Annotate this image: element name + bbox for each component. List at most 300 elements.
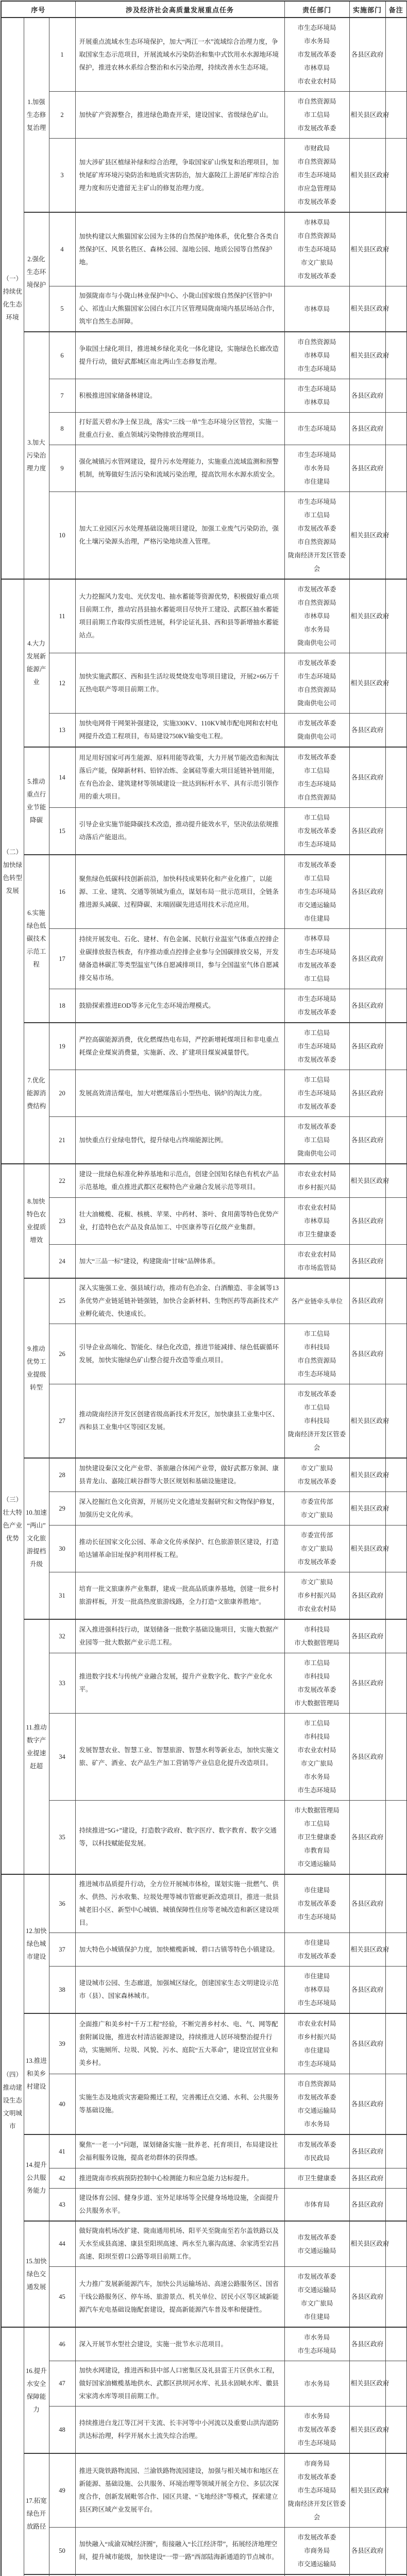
department-item: 市生态环境局 <box>297 673 336 680</box>
task-table <box>1 1 407 2576</box>
task-cell: 建设城市公园、生态廊道，加强城区绿化，创建国家生态文明建设示范市（县）、国家森林城市。 <box>75 1967 284 2014</box>
row-number-cell: 47 <box>49 2361 75 2406</box>
implementation-cell: 各县区政府 <box>349 18 385 92</box>
table-row <box>1 445 407 492</box>
task-cell: 推进天陇铁路物流园、兰渝铁路物流园建设，加强与相关城市和地区在新能源、基础设施、公共服务、环境治理等领域开展全方位、多层次深度合作，创新发展毗邻合作、园区共建、“飞地经济”等模式，探索建立县区跨区域产业发展平台。 <box>75 2453 284 2528</box>
note-cell <box>385 2528 407 2575</box>
implementation-cell: 各县区政府 <box>349 989 385 1023</box>
department-item: 市住建局 <box>303 1887 330 1894</box>
task-cell: 严控高碳能源消费，优化燃煤热电布局，严控新增耗煤项目和非电重点耗煤企业煤炭消费量，实施新、改、扩建项目煤炭减量替代。 <box>75 1023 284 1070</box>
responsibility-cell <box>284 2361 349 2406</box>
department-item: 市工信局 <box>303 111 330 118</box>
implementation-cell: 各县区政府 <box>349 1324 385 1384</box>
department-item: 市生态环境局 <box>297 451 336 459</box>
department-item: 市应急管理局 <box>297 185 336 192</box>
implementation-cell: 各县区政府 <box>349 445 385 492</box>
table-row <box>1 1653 407 1714</box>
department-item: 各产业链牵头单位 <box>291 1297 343 1305</box>
department-item: 市文广旅局 <box>300 1512 333 1519</box>
task-cell: 加快电网骨干网架补强建设，实施330KV、110KV城市配电网和农村电网提升改造工程项目，布局建设750KV输变电工程。 <box>75 714 284 748</box>
table-row <box>1 1278 407 1324</box>
department-item: 市体育局 <box>303 2201 330 2208</box>
department-item: 市住建局 <box>303 2047 330 2054</box>
table-row <box>1 413 407 445</box>
implementation-cell: 相关县区政府 <box>349 1384 385 1459</box>
row-number-cell: 20 <box>49 1070 75 1117</box>
responsibility-cell <box>284 1801 349 1875</box>
department-item: 市生态环境局 <box>297 2439 336 2447</box>
department-item: 市发展改革委 <box>297 2233 336 2241</box>
responsibility-cell <box>284 1526 349 1572</box>
department-item: 市生态环境局 <box>297 425 336 432</box>
department-item: 市发展改革委 <box>297 720 336 727</box>
table-row <box>1 379 407 413</box>
department-item: 市委宣传部 <box>300 1498 333 1505</box>
implementation-cell: 相关县区政府 <box>349 2406 385 2454</box>
task-cell: 实施生态及地质灾害避险搬迁工程，完善搬迁点交通、水利、公共服务等基础设施。 <box>75 2074 284 2135</box>
note-cell <box>385 1714 407 1801</box>
task-cell: 深入实施强工业、强县域行动，推动有色冶金、白酒酿造、非金属等13条优势产业链延链补链强链，加快合金新材料、生物医药等高新技术产业孵化破壳、快速成长。 <box>75 1278 284 1324</box>
department-item: 市自然资源局 <box>297 794 336 801</box>
task-cell: 做好陇南机场改扩建、陇南通用机场、阳平关至陇南至若尔盖铁路以及天水至成县高速、康县至阳坝高速、两水至九寨沟高速、余家湾至宕昌高速、阳坝至碧口公路等项目前期工作。 <box>75 2221 284 2267</box>
row-number-cell: 50 <box>49 2528 75 2575</box>
department-item: 市发展改革委 <box>297 962 336 969</box>
department-item: 市水务局 <box>303 1773 330 1781</box>
task-cell: 用足用好国家可再生能源、原料用能等政策，大力开展节能改造和淘汰落后产能，保障新材料、铅锌冶炼、金属硅等重大项目延链补链用能，在有色冶金、建筑建材等领域建设一批达到标杆水平、具有示范引领作用的重大项目。 <box>75 747 284 808</box>
task-cell: 引导企业实施节能降碳技术改造，推动提升能效水平，坚决依法依规推动落后产能退出。 <box>75 808 284 855</box>
department-item: 市自然资源局 <box>297 599 336 606</box>
table-row <box>1 579 407 653</box>
department-item: 市交通运输局 <box>297 2247 336 2255</box>
responsibility-cell <box>284 212 349 286</box>
category-label-cell: 14.提升公共服务能力 <box>24 2134 49 2221</box>
row-number-cell: 3 <box>49 139 75 213</box>
implementation-cell: 各县区政府 <box>349 2134 385 2168</box>
row-number-cell: 27 <box>49 1384 75 1459</box>
note-cell <box>385 2168 407 2189</box>
department-item: 市发展改革委 <box>297 525 336 532</box>
department-item: 市工信局 <box>303 1076 330 1083</box>
department-item: 市生态环境局 <box>297 1370 336 1378</box>
department-item: 市自然资源局 <box>297 338 336 346</box>
department-item: 市生态环境局 <box>297 1787 336 1794</box>
responsibility-cell <box>284 379 349 413</box>
row-number-cell <box>49 2574 75 2576</box>
department-item: 市发展改革委 <box>297 1900 336 1907</box>
department-item: 市工信局 <box>303 767 330 774</box>
department-item: 市发展改革委 <box>297 273 336 280</box>
row-number-cell: 25 <box>49 1278 75 1324</box>
category-label-cell: 10.加速“两山”文化旅游提档升级 <box>24 1458 49 1619</box>
note-cell <box>385 18 407 92</box>
department-item: 市发展改革委 <box>297 1953 336 1960</box>
department-item: 市发展改革委 <box>297 2426 336 2433</box>
responsibility-cell <box>284 2168 349 2189</box>
department-item: 市林草局 <box>303 219 330 226</box>
category-label-cell: 16.提升水安全保障能力 <box>24 2327 49 2453</box>
responsibility-cell <box>284 2134 349 2168</box>
responsibility-cell <box>284 714 349 748</box>
category-label-cell <box>24 2574 49 2576</box>
department-item: 市自然资源局 <box>297 1357 336 1364</box>
responsibility-cell <box>284 1164 349 1198</box>
department-item: 陇南经济开发区管委会 <box>287 1431 346 1451</box>
task-cell: 深入挖掘红色文化资源，开展历史文化遗址发掘研究和文物保护修复，加强历史文化传承。 <box>75 1492 284 1526</box>
category-label-cell: 9.推动优势工业提级转型 <box>24 1278 49 1458</box>
department-item: 市工信局 <box>303 1029 330 1037</box>
implementation-cell: 相关县区政府 <box>349 2361 385 2406</box>
note-cell <box>385 445 407 492</box>
note-cell <box>385 929 407 989</box>
table-row <box>1 1967 407 2014</box>
task-cell: 开展重点流域水生态环境保护，加大“两江一水”流域综合治理力度，争取国家生态示范项目，开展流域水污染防治和集中式饮用水水源地环境保护，推进农林水系综合整治和水污染治理，持续改善水生态环境。 <box>75 18 284 92</box>
category-label-cell: 13.推进和美乡村建设 <box>24 2013 49 2134</box>
department-item: 市发展改革委 <box>297 586 336 593</box>
department-item: 市住建局 <box>303 478 330 485</box>
department-item: 市生态环境局 <box>297 1090 336 1097</box>
note-cell <box>385 1070 407 1117</box>
department-item: 市商务局 <box>303 2547 330 2554</box>
department-item: 市工信局 <box>303 814 330 821</box>
responsibility-cell <box>284 579 349 653</box>
responsibility-cell <box>284 2528 349 2575</box>
implementation-cell: 各县区政府 <box>349 1070 385 1117</box>
category-label-cell: 4.大力发展新能源产业 <box>24 579 49 747</box>
row-number-cell: 6 <box>49 332 75 379</box>
department-item: 市交通运输局 <box>297 2107 336 2114</box>
department-item: 市水务局 <box>303 465 330 472</box>
row-number-cell: 4 <box>49 212 75 286</box>
department-item: 市水务局 <box>303 2380 330 2387</box>
row-number-cell: 36 <box>49 1874 75 1933</box>
department-item: 市生态环境局 <box>297 172 336 179</box>
implementation-cell: 各县区政府 <box>349 1245 385 1279</box>
row-number-cell: 5 <box>49 286 75 332</box>
task-cell: 推动陇南经济开发区创建省级高新技术开发区，加快康县工业集中区、西和县工业集中区等园区发展。 <box>75 1384 284 1459</box>
department-item: 市林草局 <box>303 1217 330 1225</box>
row-number-cell: 38 <box>49 1967 75 2014</box>
table-row <box>1 653 407 714</box>
note-cell <box>385 2134 407 2168</box>
department-item: 市文广旅局 <box>300 2300 333 2307</box>
table-row <box>1 2327 407 2361</box>
group-label-cell: （二）加快绿色转型发展 <box>1 579 24 1164</box>
task-cell: 持续推进“5G+”建设，打造数字政府、数字医疗、数字教育、数字交通等，以科技赋能促发展。 <box>75 1801 284 1875</box>
department-item: 市发展改革委 <box>297 1009 336 1016</box>
responsibility-cell <box>284 1117 349 1164</box>
implementation-cell: 各县区政府 <box>349 2267 385 2328</box>
department-item: 市生态环境局 <box>297 841 336 848</box>
implementation-cell: 各县区政府 <box>349 1714 385 1801</box>
task-cell: 加快融入“成渝双城经济圈”，衔接融入“长江经济带”，拓展经济地理空间，提升城市能级，加快建设“一带一路”西部陆海新通道的节点城市。 <box>75 2528 284 2575</box>
implementation-cell: 相关县区政府 <box>349 212 385 286</box>
row-number-cell: 10 <box>49 492 75 580</box>
row-number-cell: 43 <box>49 2189 75 2222</box>
implementation-cell: 各县区政府 <box>349 808 385 855</box>
category-label-cell: 3.加大污染治理力度 <box>24 332 49 579</box>
implementation-cell: 各县区政府 <box>349 1198 385 1245</box>
implementation-cell: 各县区政府 <box>349 1572 385 1620</box>
row-number-cell: 12 <box>49 653 75 714</box>
department-item: 市自然资源局 <box>297 538 336 546</box>
task-cell: 持续开展发电、石化、建材、有色金属、民航行业温室气体重点控排企业碳排放报告核查，有序推动重点控排企业参与全国碳排放交易，开发储备造林碳汇等类型温室气体自愿减排项目，参与全国温室气体自愿减排交易市场。 <box>75 929 284 989</box>
department-item: 市工信局 <box>303 1404 330 1411</box>
implementation-cell: 各县区政府 <box>349 929 385 989</box>
row-number-cell: 22 <box>49 1164 75 1198</box>
department-item: 市发展改革委 <box>297 1103 336 1110</box>
department-item: 市生态环境局 <box>297 2487 336 2494</box>
department-item: 市教育局 <box>303 1847 330 1854</box>
department-item: 市生态环境局 <box>297 365 336 372</box>
row-number-cell: 49 <box>49 2453 75 2528</box>
department-item: 市生态环境局 <box>297 246 336 253</box>
responsibility-cell <box>284 1492 349 1526</box>
table-row <box>1 1070 407 1117</box>
table-row <box>1 332 407 379</box>
department-item: 陇南供电公司 <box>297 700 336 707</box>
note-cell <box>385 2074 407 2135</box>
table-row <box>1 139 407 213</box>
responsibility-cell <box>284 492 349 580</box>
department-item: 市林草局 <box>303 935 330 942</box>
department-item: 市发展改革委 <box>297 1391 336 1398</box>
department-item: 市文广旅局 <box>300 259 333 266</box>
implementation-cell: 相关县区政府 <box>349 139 385 213</box>
task-cell: 加快构建以大熊猫国家公园为主体的自然保护地体系，优化整合各类自然保护区、风景名胜区、森林公园、湿地公园、地质公园等自然保护地。 <box>75 212 284 286</box>
implementation-cell: 各县区政府 <box>349 1023 385 1070</box>
column-header-remarks: 备注 <box>385 1 407 18</box>
note-cell <box>385 2406 407 2454</box>
implementation-cell: 各县区政府 <box>349 413 385 445</box>
task-cell: 打好蓝天碧水净土保卫战，落实“三线一单”生态环境分区管控，实施一批重点行业、重点领域污染物排放治理项目。 <box>75 413 284 445</box>
implementation-cell: 相关县区政府 <box>349 1164 385 1198</box>
implementation-cell: 相关县区政府 <box>349 1933 385 1967</box>
task-cell: 加大“三品一标”建设，构建陇南“甘味”品牌体系。 <box>75 1245 284 1279</box>
table-row <box>1 1458 407 1492</box>
responsibility-cell <box>284 1967 349 2014</box>
responsibility-cell <box>284 445 349 492</box>
row-number-cell: 45 <box>49 2267 75 2328</box>
group-label-cell: （一）持续优化生态环境 <box>1 18 24 579</box>
department-item: 市生态环境局 <box>297 2060 336 2067</box>
responsibility-cell <box>284 2574 349 2576</box>
table-row <box>1 2221 407 2267</box>
table-row <box>1 1245 407 1279</box>
row-number-cell: 37 <box>49 1933 75 1967</box>
task-cell: 推动长征国家文化公园、革命文化传承保护、红色旅游景区建设，打造哈达铺革命旧址保护利用样板工程。 <box>75 1526 284 1572</box>
responsibility-cell <box>284 92 349 139</box>
row-number-cell: 18 <box>49 989 75 1023</box>
implementation-cell: 各县区政府 <box>349 2168 385 2189</box>
table-row <box>1 2267 407 2328</box>
note-cell <box>385 1198 407 1245</box>
note-cell <box>385 714 407 748</box>
responsibility-cell <box>284 2013 349 2074</box>
category-label-cell: 8.加快特色农业提质增效 <box>24 1164 49 1278</box>
department-item: 市发展改革委 <box>297 2094 336 2101</box>
responsibility-cell <box>284 286 349 332</box>
department-item: 市农业农村局 <box>297 78 336 85</box>
table-row <box>1 2168 407 2189</box>
department-item: 市卫生健康委 <box>297 2175 336 2182</box>
implementation-cell: 各县区政府 <box>349 2189 385 2222</box>
note-cell <box>385 989 407 1023</box>
implementation-cell: 各县区政府 <box>349 2013 385 2074</box>
responsibility-cell <box>284 413 349 445</box>
responsibility-cell <box>284 1933 349 1967</box>
row-number-cell: 15 <box>49 808 75 855</box>
note-cell <box>385 2013 407 2074</box>
department-item: 市自然资源局 <box>297 2080 336 2088</box>
department-item: 市交通运输局 <box>297 2561 336 2568</box>
note-cell <box>385 1572 407 1620</box>
row-number-cell: 33 <box>49 1653 75 1714</box>
responsibility-cell <box>284 1458 349 1492</box>
responsibility-cell <box>284 18 349 92</box>
note-cell <box>385 855 407 929</box>
department-item: 市发展改革委 <box>297 1558 336 1566</box>
table-row <box>1 286 407 332</box>
department-item: 市住建局 <box>303 915 330 922</box>
department-item: 陇南供电公司 <box>297 733 336 740</box>
task-cell: 建设一批绿色标准化种养基地和示范点，创建全国知名绿色有机农产品示范基地，重点推进武都区花椒特色产业融合发展示范等项目。 <box>75 1164 284 1198</box>
note-cell <box>385 747 407 808</box>
department-item: 市发展改革委 <box>297 754 336 761</box>
task-cell: 引导企业高端化、智能化、绿色化改造，推进节能减排、绿色低碳循环发展，加快实施绿色矿山整合提升改造等重点项目。 <box>75 1324 284 1384</box>
table-row <box>1 492 407 580</box>
department-item: 市工信局 <box>303 1330 330 1337</box>
department-item: 市生态环境局 <box>297 1043 336 1050</box>
table-row <box>1 1874 407 1933</box>
responsibility-cell <box>284 1384 349 1459</box>
responsibility-cell <box>284 1714 349 1801</box>
note-cell <box>385 1874 407 1933</box>
note-cell <box>385 2327 407 2361</box>
table-row <box>1 1572 407 1620</box>
department-item: 市林草局 <box>303 305 330 313</box>
implementation-cell: 相关县区政府 <box>349 492 385 580</box>
row-number-cell: 42 <box>49 2168 75 2189</box>
implementation-cell: 各县区政府 <box>349 1117 385 1164</box>
row-number-cell: 48 <box>49 2406 75 2454</box>
task-cell: 加快建设秦汉文化产业带、茶旅融合休闲产业带，做好武都万象洞、康县青龙山、嘉陵江峡谷群等大景区规划和基础设施建设。 <box>75 1458 284 1492</box>
task-cell: 加大涉矿县区植绿补绿和综合治理，争取国家矿山恢复和治理项目，加快尾矿库环境污染防治和地质灾害防治，加大嘉陵江上游尾矿库综合治理力度和历史遗留无主矿山的修复治理力度。 <box>75 139 284 213</box>
task-cell: 壮大油橄榄、花椒、核桃、苹果、中药材、茶叶、食用菌等特色优势产业，打造特色农产品及食品加工、中医康养等百亿级产业集群。 <box>75 1198 284 1245</box>
task-cell: 加大特色小城镇保护力度，加快橄榄新城、碧口古镇等特色小镇建设。 <box>75 1933 284 1967</box>
table-row <box>1 1164 407 1198</box>
table-row <box>1 18 407 92</box>
implementation-cell: 相关县区政府 <box>349 2221 385 2267</box>
row-number-cell: 21 <box>49 1117 75 1164</box>
row-number-cell: 26 <box>49 1324 75 1384</box>
table-row <box>1 2189 407 2222</box>
department-item: 市发展改革委 <box>297 659 336 667</box>
implementation-cell: 各县区政府 <box>349 714 385 748</box>
implementation-cell: 相关县区政府 <box>349 579 385 653</box>
department-item: 市交通运输局 <box>297 902 336 909</box>
responsibility-cell <box>284 1619 349 1653</box>
department-item: 市发展改革委 <box>297 861 336 869</box>
department-item: 市住建局 <box>303 1973 330 1980</box>
task-cell: 聚焦绿色低碳科技创新前沿，加快科技成果转化和产业化推广，以能源、工业、建筑、交通等领域为重点，谋划布局一批示范项目，全链条推进源头减碳、过程降碳、末端固碳先进适用技术示范应用。 <box>75 855 284 929</box>
responsibility-cell <box>284 653 349 714</box>
row-number-cell: 23 <box>49 1198 75 1245</box>
department-item: 市生态环境局 <box>297 2347 336 2354</box>
responsibility-cell <box>284 1572 349 1620</box>
task-cell: 深入开展节水型社会建设，实施一批节水示范项目。 <box>75 2327 284 2361</box>
department-item: 市工信局 <box>303 1720 330 1727</box>
department-item: 市生态环境局 <box>297 385 336 393</box>
task-cell: 深入推进强科技行动，谋划储备一批数字基础设施项目，实施大数据产业园等一批大数据产业示范工程。 <box>75 1619 284 1653</box>
category-label-cell: 5.推动重点行业节能降碳 <box>24 747 49 855</box>
responsibility-cell <box>284 1324 349 1384</box>
department-item: 市林草局 <box>303 399 330 406</box>
task-cell: 推进陇南市疾病预防控制中心检测能力和应急能力达标提升。 <box>75 2168 284 2189</box>
department-item: 市生态环境局 <box>297 781 336 788</box>
department-item: 市农业农村局 <box>297 1747 336 1754</box>
implementation-cell: 相关县区政府 <box>349 286 385 332</box>
task-cell: 发展高效清洁煤电，加大对燃煤落后小型热电、锅炉的淘汰力度。 <box>75 1070 284 1117</box>
responsibility-cell <box>284 2453 349 2528</box>
table-row <box>1 747 407 808</box>
table-row <box>1 212 407 286</box>
note-cell <box>385 379 407 413</box>
department-item: 市发展改革委 <box>297 2273 336 2280</box>
department-item: 市发展改革委 <box>297 125 336 132</box>
row-number-cell: 46 <box>49 2327 75 2361</box>
category-label-cell: 12.加快绿色城市建设 <box>24 1874 49 2013</box>
department-item: 市林草局 <box>303 613 330 620</box>
category-label-cell: 1.加强生态修复治理 <box>24 18 49 212</box>
department-item: 市林草局 <box>303 352 330 359</box>
note-cell <box>385 2574 407 2576</box>
row-number-cell: 31 <box>49 1572 75 1620</box>
responsibility-cell <box>284 929 349 989</box>
row-number-cell: 41 <box>49 2134 75 2168</box>
table-row <box>1 1198 407 1245</box>
department-item: 陇南经济开发区管委会 <box>287 552 346 572</box>
department-item: 市自然资源局 <box>297 232 336 240</box>
responsibility-cell <box>284 1278 349 1324</box>
column-header-task: 涉及经济社会高质量发展重点任务 <box>75 1 284 18</box>
implementation-cell: 各县区政府 <box>349 747 385 808</box>
department-item: 市发展改革委 <box>297 2473 336 2481</box>
task-cell: 加快重点行业绿电替代，提升绿电占终端能源比例。 <box>75 1117 284 1164</box>
responsibility-cell <box>284 332 349 379</box>
department-item: 市水务局 <box>303 2121 330 2128</box>
department-item: 市市场监管局 <box>297 1264 336 1272</box>
implementation-cell: 各县区政府 <box>349 855 385 929</box>
table-row <box>1 2406 407 2454</box>
category-label-cell: 6.实施绿色低碳技术示范工程 <box>24 855 49 1023</box>
row-number-cell: 16 <box>49 855 75 929</box>
department-item: 市水务局 <box>303 2334 330 2341</box>
note-cell <box>385 1619 407 1653</box>
department-item: 市水务局 <box>303 38 330 45</box>
task-cell: 鼓励探索推进EOD等多元化生态环境治理模式。 <box>75 989 284 1023</box>
department-item: 市科技局 <box>303 1626 330 1633</box>
table-row <box>1 92 407 139</box>
department-item: 市农业农村局 <box>297 1171 336 1178</box>
row-number-cell: 30 <box>49 1526 75 1572</box>
row-number-cell: 7 <box>49 379 75 413</box>
department-item: 市发展改革委 <box>297 1478 336 1485</box>
row-number-cell: 24 <box>49 1245 75 1279</box>
implementation-cell: 相关县区政府 <box>349 2453 385 2528</box>
department-item: 市科技局 <box>303 1417 330 1425</box>
task-cell: 大力推广发展新能源汽车，加快公共运输场站、高速公路服务区、国省干线公路服务区、停车场、旅游景点、机关单位、居民小区等区域新能源汽车充电基础设施配套建设，提高新能源汽车普及率和便捷性。 <box>75 2267 284 2328</box>
department-item: 市文广旅局 <box>300 1545 333 1552</box>
